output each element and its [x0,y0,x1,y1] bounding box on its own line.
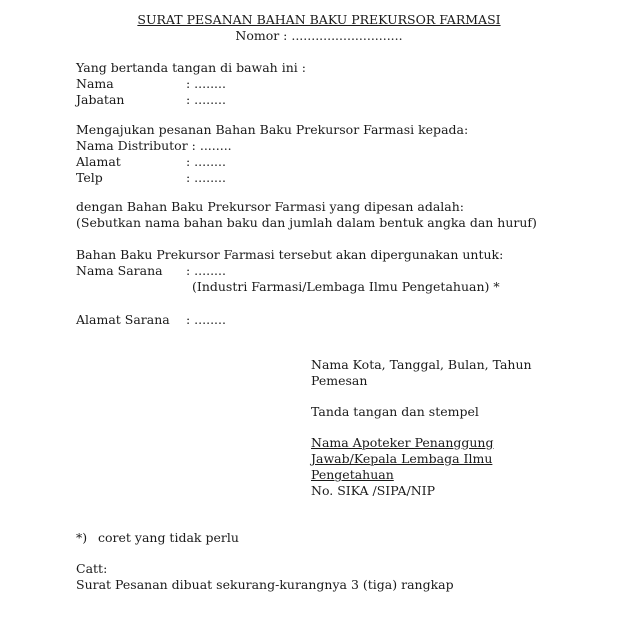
field-value: : ........ [186,76,226,91]
document-number: Nomor : ............................ [235,28,403,43]
field-row-alamat [76,154,226,170]
ordered-text: dengan Bahan Baku Prekursor Farmasi yang dipesan adalah: [76,199,464,214]
field-label: Jabatan [76,92,125,107]
signer-id: No. SIKA /SIPA/NIP [311,483,436,498]
field-value: : ........ [186,312,226,327]
usage-text: Bahan Baku Prekursor Farmasi tersebut akan dipergunakan untuk: [76,247,504,262]
sarana-hint: (Industri Farmasi/Lembaga Ilmu Pengetahuan) * [192,279,500,294]
signature-label: Tanda tangan dan stempel [311,404,479,419]
field-label: Telp [76,170,103,185]
document-title: SURAT PESANAN BAHAN BAKU PREKURSOR FARMASI [137,12,501,27]
field-row-nama [76,76,226,92]
footnote [76,530,239,546]
field-label: Nama Sarana [76,263,163,278]
field-row-alamat-sarana [76,312,226,328]
field-value: : ........ [186,92,226,107]
field-row-jabatan [76,92,226,108]
field-label: Alamat [76,154,121,169]
field-label: Nama Distributor [76,138,188,153]
field-value: : ........ [186,170,226,185]
signer-name: Nama Apoteker Penanggung Jawab/Kepala Lembaga Ilmu Pengetahuan [311,435,494,482]
note-label: Catt: [76,561,108,576]
orderer-label: Pemesan [311,373,368,388]
field-row-nama-sarana [76,263,226,279]
request-text: Mengajukan pesanan Bahan Baku Prekursor Farmasi kepada: [76,122,469,137]
field-value: : ........ [191,138,232,153]
footnote-mark: *) [76,530,88,545]
field-value: : ........ [186,154,226,169]
intro-text: Yang bertanda tangan di bawah ini : [76,60,306,75]
field-label: Alamat Sarana [76,312,170,327]
field-row-telp [76,170,226,186]
note-text: Surat Pesanan dibuat sekurang-kurangnya 3 (tiga) rangkap [76,577,454,592]
field-value: : ........ [186,263,226,278]
field-label: Nama [76,76,114,91]
footnote-text: coret yang tidak perlu [98,530,239,545]
ordered-hint: (Sebutkan nama bahan baku dan jumlah dalam bentuk angka dan huruf) [76,215,537,230]
field-row-distributor [76,138,232,154]
place-date: Nama Kota, Tanggal, Bulan, Tahun [311,357,532,372]
